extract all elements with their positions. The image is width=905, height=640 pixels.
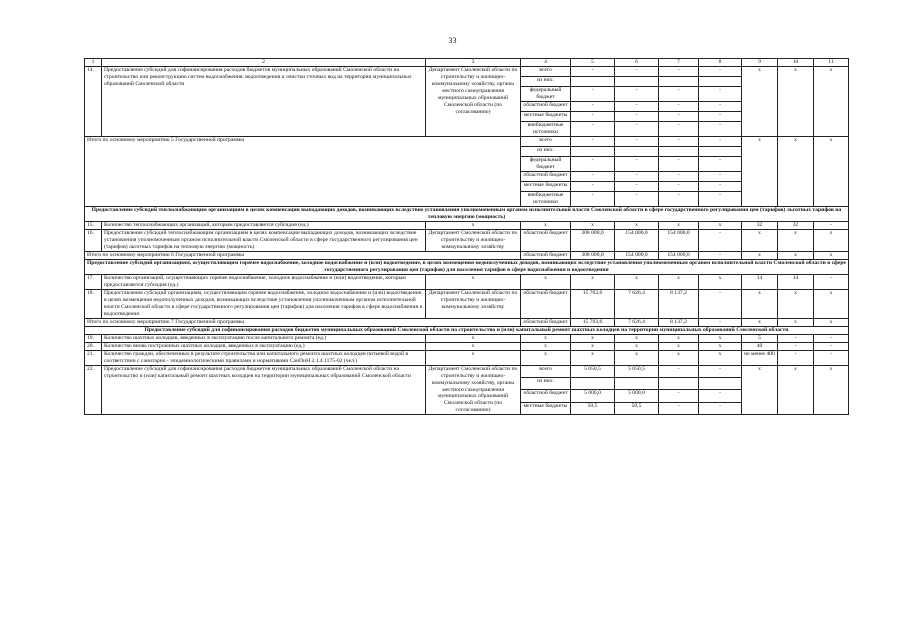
amount-cell: -: [571, 136, 615, 146]
value-cell: x: [699, 350, 742, 365]
value-cell: x: [571, 350, 615, 365]
amount-cell: 308 000,0: [571, 229, 615, 251]
column-header: 9: [742, 59, 778, 67]
value-cell: x: [571, 221, 615, 229]
amount-cell: -: [699, 67, 742, 77]
executor: Департамент Смоленской области по строительству и жилищно-коммунальному хозяйству: [426, 229, 521, 251]
value-cell: 32: [742, 221, 778, 229]
amount-cell: 154 000,0: [659, 251, 699, 259]
value-cell: 5: [742, 334, 778, 342]
value-cell: не менее 400: [742, 350, 778, 365]
amount-cell: -: [699, 111, 742, 121]
amount-cell: 15 763,6: [571, 289, 615, 318]
row-name: Предоставление субсидий теплоснабжающим организациям в целях компенсации выпадающих доходов, возникающих вследствие установления уполномоченным органом исполнительной власти Смоленской области в сфере государственного регулирования цен (тарифов) льготных тарифов на тепловую энергию (мощность): [102, 229, 426, 251]
amount-cell: -: [615, 87, 659, 102]
amount-cell: 308 000,0: [571, 251, 615, 259]
column-header: 5: [571, 59, 615, 67]
value-cell: x: [571, 334, 615, 342]
funding-source: местные бюджеты: [521, 402, 571, 414]
value-cell: -: [814, 221, 849, 229]
value-cell: -: [814, 350, 849, 365]
table-row: [85, 136, 849, 146]
table-row: [85, 274, 849, 289]
indicator-cell: x: [742, 136, 778, 206]
amount-cell: -: [699, 87, 742, 102]
value-cell: 14: [742, 274, 778, 289]
amount-cell: x: [814, 251, 849, 259]
amount-cell: -: [659, 171, 699, 181]
amount-cell: -: [659, 402, 699, 414]
value-cell: x: [659, 274, 699, 289]
amount-cell: -: [571, 191, 615, 206]
amount-cell: -: [571, 181, 615, 191]
amount-cell: [699, 77, 742, 87]
value-cell: x: [699, 274, 742, 289]
funding-source: областной бюджет: [521, 390, 571, 402]
funding-source: федеральный бюджет: [521, 87, 571, 102]
amount-cell: -: [615, 156, 659, 171]
amount-cell: -: [659, 67, 699, 77]
indicator-cell: x: [778, 67, 814, 137]
row-name: Количество шахтных колодцев, введенных в эксплуатацию после капитального ремонта (ед.): [102, 334, 426, 342]
amount-cell: -: [699, 171, 742, 181]
amount-cell: [659, 146, 699, 156]
table-row: [85, 67, 849, 77]
amount-cell: x: [814, 318, 849, 326]
table-row: [85, 229, 849, 251]
value-cell: -: [814, 342, 849, 350]
amount-cell: [571, 378, 615, 390]
amount-cell: 5 000,0: [615, 390, 659, 402]
value-cell: -: [814, 274, 849, 289]
value-cell: x: [699, 221, 742, 229]
amount-cell: -: [571, 121, 615, 136]
funding-source: областной бюджет: [521, 101, 571, 111]
amount-cell: -: [615, 181, 659, 191]
table-row: [85, 221, 849, 229]
amount-cell: -: [699, 390, 742, 402]
amount-cell: x: [742, 229, 778, 251]
table-row: [85, 289, 849, 318]
row-number: 19.: [85, 334, 102, 342]
value-cell: x: [426, 274, 521, 289]
amount-cell: -: [659, 181, 699, 191]
amount-cell: x: [814, 289, 849, 318]
row-name: Количество вновь построенных шахтных колодцев, введенных в эксплуатацию (ед.): [102, 342, 426, 350]
value-cell: x: [521, 350, 571, 365]
column-header: 1: [85, 59, 102, 67]
amount-cell: [615, 378, 659, 390]
value-cell: 40: [742, 342, 778, 350]
funding-source: областной бюджет: [521, 171, 571, 181]
funding-source: из них:: [521, 378, 571, 390]
amount-cell: x: [778, 229, 814, 251]
amount-cell: x: [742, 289, 778, 318]
value-cell: x: [615, 221, 659, 229]
funding-source: всего: [521, 365, 571, 377]
funding-source: областной бюджет: [521, 229, 571, 251]
row-number: 21.: [85, 350, 102, 365]
amount-cell: x: [778, 289, 814, 318]
row-number: 16.: [85, 229, 102, 251]
amount-cell: -: [571, 67, 615, 77]
program-table: [84, 58, 849, 415]
value-cell: 14: [778, 274, 814, 289]
value-cell: x: [699, 334, 742, 342]
indicator-cell: x: [742, 67, 778, 137]
amount-cell: -: [659, 136, 699, 146]
value-cell: x: [571, 342, 615, 350]
table-row: [85, 342, 849, 350]
amount-cell: [699, 146, 742, 156]
indicator-cell: x: [742, 365, 778, 415]
amount-cell: -: [615, 136, 659, 146]
amount-cell: -: [659, 101, 699, 111]
value-cell: x: [615, 334, 659, 342]
value-cell: -: [778, 342, 814, 350]
column-header: 10: [778, 59, 814, 67]
executor: Департамент Смоленской области по строительству и жилищно-коммунальному хозяйству, органы местного самоуправления муниципальных образований Смоленской области (по согласованию): [426, 365, 521, 415]
row-name: Предоставление субсидий для софинансирования расходов бюджетов муниципальных образований Смоленской области на строительство или реконструкцию систем водоснабжения, водоотведения и очистки сточных вод на территории муниципальных образований Смоленской области: [102, 67, 426, 137]
column-header: 8: [699, 59, 742, 67]
indicator-cell: x: [778, 136, 814, 206]
amount-cell: [615, 146, 659, 156]
indicator-cell: x: [814, 365, 849, 415]
section-header: [85, 326, 849, 334]
amount-cell: -: [659, 191, 699, 206]
total-label: Итого по основному мероприятию 7 Государственной программы: [85, 318, 521, 326]
value-cell: x: [521, 342, 571, 350]
amount-cell: -: [615, 191, 659, 206]
value-cell: x: [521, 274, 571, 289]
value-cell: x: [615, 274, 659, 289]
amount-cell: 5 000,0: [571, 390, 615, 402]
section-title: Предоставление субсидий для софинансирования расходов бюджетов муниципальных образований Смоленской области на строительство и (или) капитальный ремонт шахтных колодцев на территории муниципальных образований Смоленской области: [85, 326, 849, 334]
amount-cell: -: [699, 402, 742, 414]
amount-cell: -: [571, 156, 615, 171]
row-name: Количество граждан, обеспеченных в результате строительства или капитального ремонта шахтных колодцев питьевой водой в соответствии с санитарно - эпидемиологическими правилами и нормативами СанПиН 2.1.4.1175-02 (чел.): [102, 350, 426, 365]
amount-cell: x: [778, 318, 814, 326]
value-cell: -: [778, 334, 814, 342]
section-header: [85, 259, 849, 274]
value-cell: x: [659, 334, 699, 342]
funding-source: внебюджетные источники: [521, 121, 571, 136]
table-row: [85, 350, 849, 365]
amount-cell: -: [659, 365, 699, 377]
section-title: Предоставление субсидий теплоснабжающим организациям в целях компенсации выпадающих доходов, возникающих вследствие установления уполномоченным органом исполнительной власти Смоленской области в сфере государственного регулирования цен (тарифов) льготных тарифов на тепловую энергию (мощность): [85, 206, 849, 221]
value-cell: -: [778, 350, 814, 365]
row-number: 20.: [85, 342, 102, 350]
funding-source: областной бюджет: [521, 251, 571, 259]
amount-cell: 8 137,2: [659, 318, 699, 326]
executor: Департамент Смоленской области по строительству и жилищно-коммунальному хозяйству, органы местного самоуправления муниципальных образований Смоленской области (по согласованию): [426, 67, 521, 137]
value-cell: x: [571, 274, 615, 289]
value-cell: x: [659, 342, 699, 350]
amount-cell: 154 000,0: [615, 251, 659, 259]
column-header: 6: [615, 59, 659, 67]
total-row: [85, 251, 849, 259]
value-cell: -: [814, 334, 849, 342]
amount-cell: -: [659, 121, 699, 136]
amount-cell: [615, 77, 659, 87]
funding-source: внебюджетные источники: [521, 191, 571, 206]
amount-cell: -: [615, 171, 659, 181]
value-cell: x: [659, 221, 699, 229]
value-cell: x: [426, 342, 521, 350]
amount-cell: -: [699, 156, 742, 171]
table-row: [85, 365, 849, 377]
amount-cell: -: [659, 111, 699, 121]
funding-source: областной бюджет: [521, 289, 571, 318]
table-row: [85, 334, 849, 342]
amount-cell: 154 000,0: [659, 229, 699, 251]
column-header: 7: [659, 59, 699, 67]
amount-cell: -: [615, 111, 659, 121]
row-name: Предоставление субсидий организациям, осуществляющим горячее водоснабжение, холодное водоснабжение и (или) водоотведение, в целях возмещения недополученных доходов, возникающих вследствие установления уполномоченным органом исполнительной власти Смоленской области в сфере государственного регулирования цен (тарифов) для населения тарифов в сфере водоснабжения и водоотведения: [102, 289, 426, 318]
row-name: Предоставление субсидий для софинансирования расходов бюджетов муниципальных образований Смоленской области на строительство и (или) капитальный ремонт шахтных колодцев на территории муниципальных образований Смоленской области: [102, 365, 426, 415]
amount-cell: -: [571, 101, 615, 111]
row-number: 15.: [85, 221, 102, 229]
amount-cell: -: [571, 171, 615, 181]
section-header: [85, 206, 849, 221]
amount-cell: -: [615, 121, 659, 136]
value-cell: 32: [778, 221, 814, 229]
row-number: 22.: [85, 365, 102, 415]
amount-cell: -: [699, 289, 742, 318]
total-label: Итого по основному мероприятию 5 Государственной программы: [85, 136, 521, 206]
amount-cell: -: [659, 390, 699, 402]
row-number: 14.: [85, 67, 102, 137]
indicator-cell: x: [814, 136, 849, 206]
row-number: 18.: [85, 289, 102, 318]
amount-cell: -: [699, 229, 742, 251]
row-number: 17.: [85, 274, 102, 289]
amount-cell: -: [659, 156, 699, 171]
amount-cell: -: [659, 87, 699, 102]
amount-cell: -: [699, 121, 742, 136]
amount-cell: 7 626,4: [615, 289, 659, 318]
row-name: Количество организаций, осуществляющих горячее водоснабжение, холодное водоснабжение и (или) водоотведение, которым предоставляется субсидия (ед.): [102, 274, 426, 289]
funding-source: федеральный бюджет: [521, 156, 571, 171]
amount-cell: -: [615, 101, 659, 111]
page-number: 33: [448, 36, 457, 45]
value-cell: x: [615, 342, 659, 350]
amount-cell: [571, 77, 615, 87]
amount-cell: [571, 146, 615, 156]
amount-cell: [659, 378, 699, 390]
funding-source: всего: [521, 136, 571, 146]
value-cell: x: [659, 350, 699, 365]
value-cell: x: [699, 342, 742, 350]
amount-cell: x: [742, 251, 778, 259]
value-cell: x: [521, 221, 571, 229]
column-header: 11: [814, 59, 849, 67]
amount-cell: x: [814, 229, 849, 251]
amount-cell: 50,5: [615, 402, 659, 414]
total-row: [85, 318, 849, 326]
column-header: 3: [426, 59, 521, 67]
amount-cell: 5 050,5: [615, 365, 659, 377]
amount-cell: -: [699, 101, 742, 111]
amount-cell: -: [699, 365, 742, 377]
indicator-cell: x: [778, 365, 814, 415]
amount-cell: 50,5: [571, 402, 615, 414]
amount-cell: [699, 378, 742, 390]
value-cell: x: [615, 350, 659, 365]
value-cell: x: [426, 334, 521, 342]
indicator-cell: x: [814, 67, 849, 137]
value-cell: x: [521, 334, 571, 342]
section-title: Предоставление субсидий организациям, осуществляющим горячее водоснабжение, холодное водоснабжение и (или) водоотведение, в целях возмещения недополученных доходов, возникающих вследствие установления уполномоченным органом исполнительной власти Смоленской области в сфере государственного регулирования цен (тарифов) для населения тарифов в сфере водоснабжения и водоотведения: [85, 259, 849, 274]
funding-source: областной бюджет: [521, 318, 571, 326]
column-header: 4: [521, 59, 571, 67]
amount-cell: x: [742, 318, 778, 326]
amount-cell: 15 763,6: [571, 318, 615, 326]
value-cell: x: [426, 221, 521, 229]
amount-cell: x: [778, 251, 814, 259]
amount-cell: -: [571, 111, 615, 121]
amount-cell: 154 000,0: [615, 229, 659, 251]
amount-cell: 8 137,2: [659, 289, 699, 318]
column-header: 2: [102, 59, 426, 67]
amount-cell: -: [571, 87, 615, 102]
row-name: Количество теплоснабжающих организаций, которым предоставляется субсидия (ед.): [102, 221, 426, 229]
amount-cell: 7 626,4: [615, 318, 659, 326]
amount-cell: -: [699, 181, 742, 191]
header-row: [85, 59, 849, 67]
amount-cell: -: [699, 251, 742, 259]
amount-cell: 5 050,5: [571, 365, 615, 377]
amount-cell: -: [699, 191, 742, 206]
funding-source: местные бюджеты: [521, 181, 571, 191]
funding-source: местные бюджеты: [521, 111, 571, 121]
amount-cell: [659, 77, 699, 87]
funding-source: всего: [521, 67, 571, 77]
executor: Департамент Смоленской области по строительству и жилищно-коммунальному хозяйству: [426, 289, 521, 318]
value-cell: x: [426, 350, 521, 365]
funding-source: из них:: [521, 77, 571, 87]
funding-source: из них:: [521, 146, 571, 156]
amount-cell: -: [615, 67, 659, 77]
amount-cell: -: [699, 318, 742, 326]
amount-cell: -: [699, 136, 742, 146]
total-label: Итого по основному мероприятию 6 Государственной программы: [85, 251, 521, 259]
